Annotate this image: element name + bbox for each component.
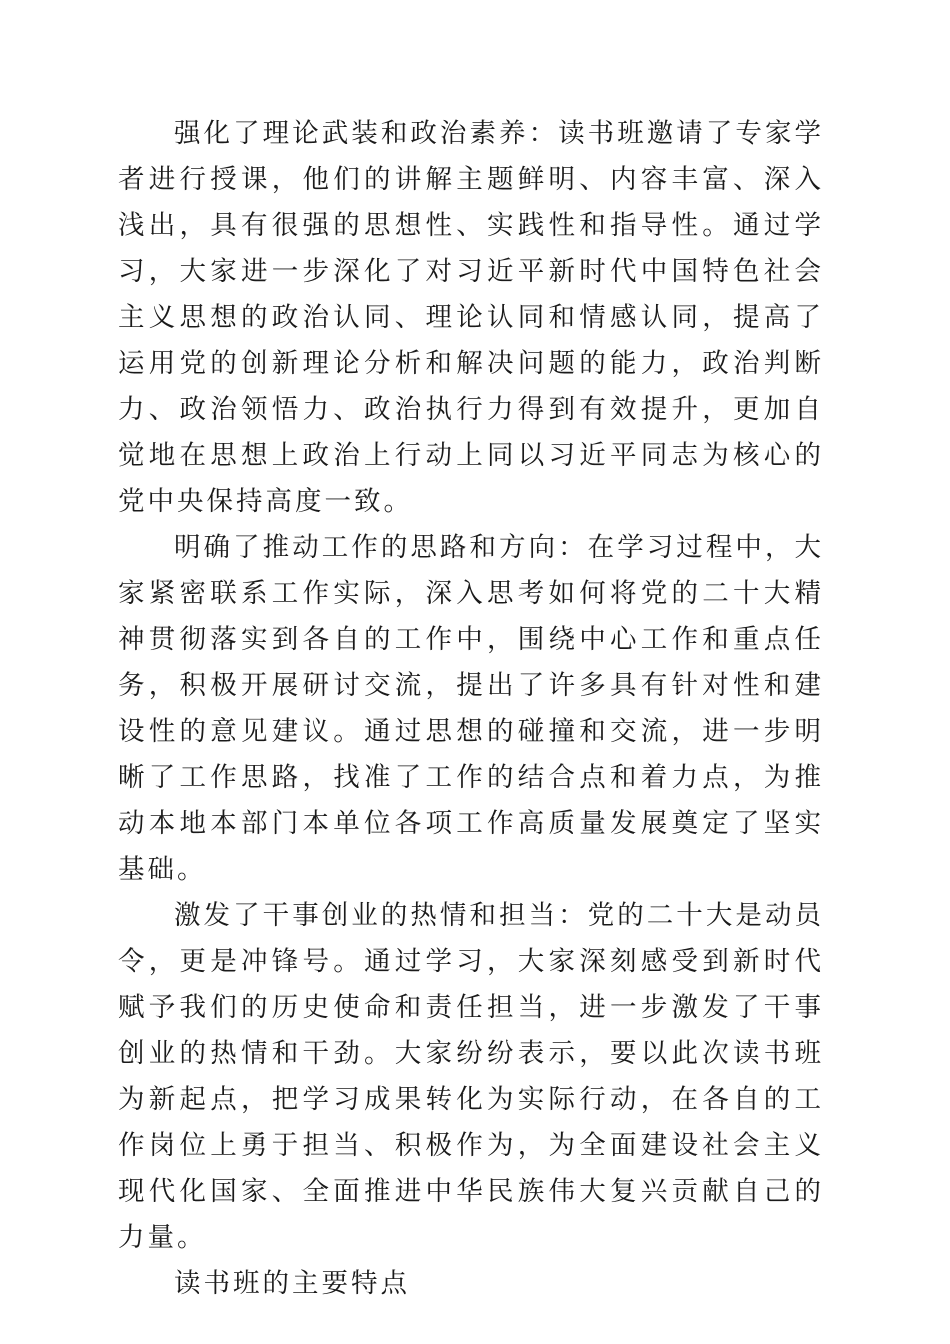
paragraph-theory-armament: 强化了理论武装和政治素养：读书班邀请了专家学者进行授课，他们的讲解主题鲜明、内容丰富、深入浅出，具有很强的思想性、实践性和指导性。通过学习，大家进一步深化了对习近平新时代中国特色社会主义思想的政治认同、理论认同和情感认同，提高了运用党的创新理论分析和解决问题的能力，政治判断力、政治领悟力、政治执行力得到有效提升，更加自觉地在思想上政治上行动上同以习近平同志为核心的党中央保持高度一致。 bbox=[118, 118, 824, 517]
paragraph-work-direction: 明确了推动工作的思路和方向：在学习过程中，大家紧密联系工作实际，深入思考如何将党的二十大精神贯彻落实到各自的工作中，围绕中心工作和重点任务，积极开展研讨交流，提出了许多具有针对性和建设性的意见建议。通过思想的碰撞和交流，进一步明晰了工作思路，找准了工作的结合点和着力点，为推动本地本部门本单位各项工作高质量发展奠定了坚实基础。 bbox=[118, 532, 824, 885]
section-heading-features: 读书班的主要特点 bbox=[174, 1268, 410, 1299]
document-page bbox=[118, 111, 824, 1307]
paragraph-enthusiasm: 激发了干事创业的热情和担当：党的二十大是动员令，更是冲锋号。通过学习，大家深刻感受到新时代赋予我们的历史使命和责任担当，进一步激发了干事创业的热情和干劲。大家纷纷表示，要以此次读书班为新起点，把学习成果转化为实际行动，在各自的工作岗位上勇于担当、积极作为，为全面建设社会主义现代化国家、全面推进中华民族伟大复兴贡献自己的力量。 bbox=[118, 900, 824, 1253]
